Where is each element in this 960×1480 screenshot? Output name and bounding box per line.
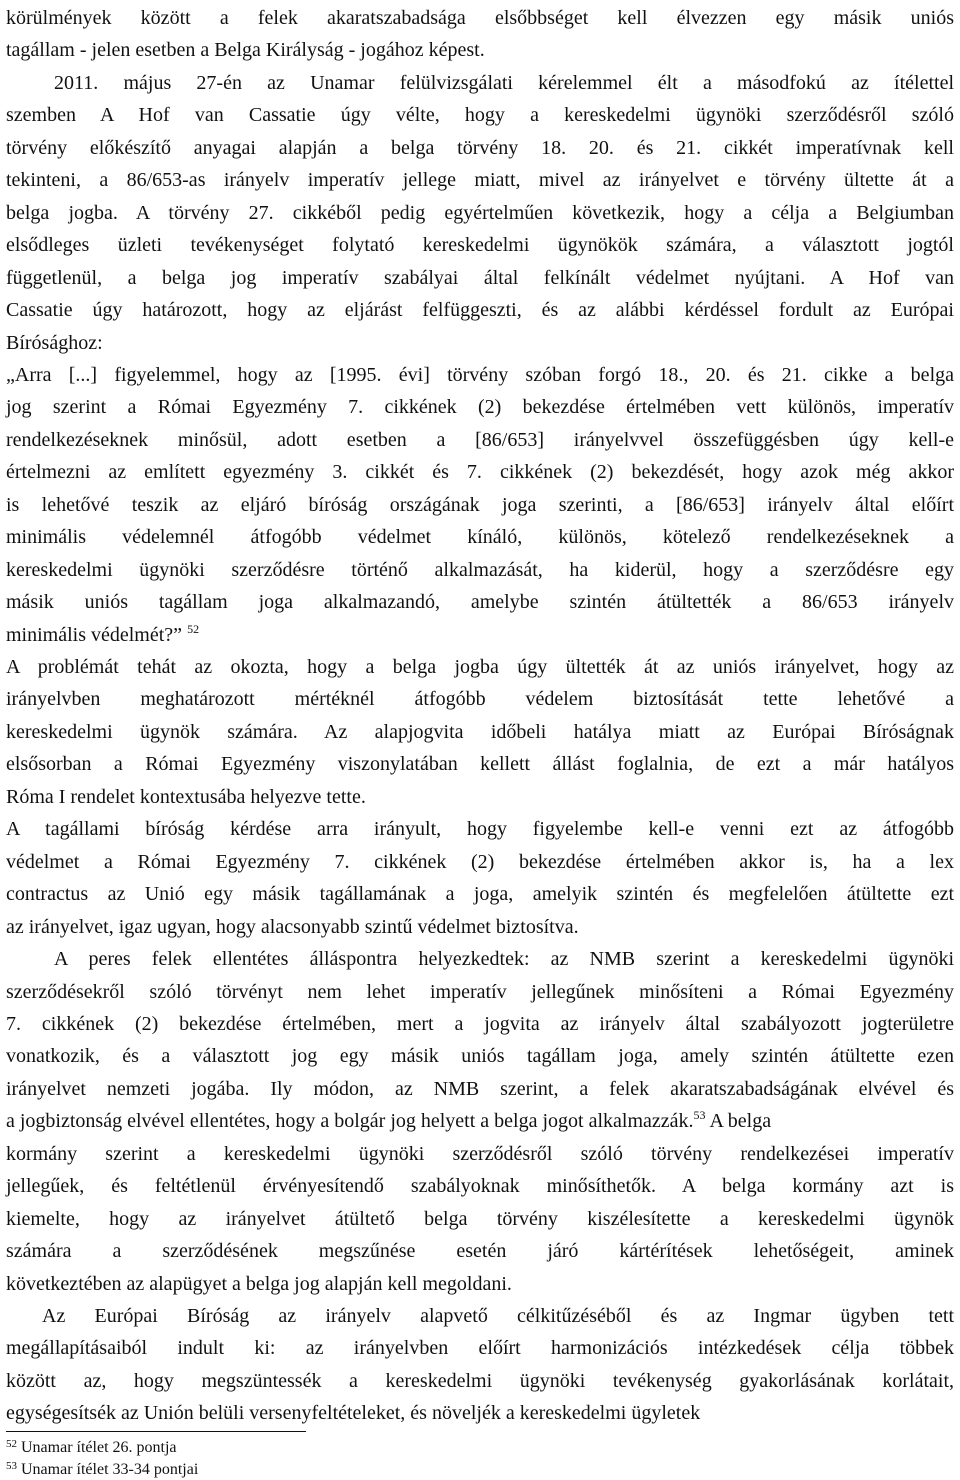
line-text: vonatkozik, és a választott jog egy másik uniós tagállam joga, amely szintén átültette ezen bbox=[6, 1045, 954, 1068]
line-text: minimális védelmét?” bbox=[6, 623, 183, 646]
line-text: következtében az alapügyet a belga jog alapján kell megoldani. bbox=[6, 1272, 512, 1295]
text-line bbox=[6, 618, 954, 652]
line-text: szerződésekről szóló törvényt nem lehet imperatív jellegűnek minősíteni a Római Egyezmény bbox=[6, 980, 954, 1003]
text-line bbox=[6, 715, 954, 749]
footnote-number: 53 bbox=[6, 1460, 17, 1472]
footnote-52 bbox=[6, 1438, 946, 1458]
line-text: irányelvet nemzeti jogába. Ily módon, az NMB szerint, a felek akaratszabadságának elvével és bbox=[6, 1077, 954, 1100]
line-text: értelmezni az említett egyezmény 3. cikkét és 7. cikkének (2) bekezdését, hogy azok még akkor bbox=[6, 461, 954, 484]
line-text: elsődleges üzleti tevékenységet folytató kereskedelmi ügynökök számára, a választott jogtól bbox=[6, 234, 954, 257]
text-line bbox=[6, 812, 954, 846]
line-text: 2011. május 27-én az Unamar felülvizsgálati kérelemmel élt a másodfokú az ítélettel bbox=[54, 71, 954, 94]
line-text: kereskedelmi ügynök számára. Az alapjogvita időbeli hatálya miatt az Európai Bíróságnak bbox=[6, 720, 954, 743]
footnote-53 bbox=[6, 1460, 946, 1478]
text-line bbox=[6, 390, 954, 424]
text-line bbox=[6, 1234, 954, 1268]
text-line bbox=[6, 845, 954, 879]
footnote-ref[interactable]: 52 bbox=[187, 621, 200, 636]
line-text: minimális védelemnél átfogóbb védelmet kínáló, különös, kötelező rendelkezéseknek a bbox=[6, 526, 954, 549]
text-line bbox=[6, 1267, 954, 1301]
line-text: törvény előkészítő anyagai alapján a belga törvény 18. 20. és 21. cikkét imperatívnak kell bbox=[6, 136, 954, 159]
line-text: Az Európai Bíróság az irányelv alapvető célkitűzéséből és az Ingmar ügyben tett bbox=[42, 1305, 954, 1327]
line-text: között az, hogy megszüntessék a kereskedelmi ügynöki tevékenység gyakorlásának korlátait, bbox=[6, 1369, 954, 1392]
line-text: irányelvben meghatározott mértéknél átfogóbb védelem biztosítását tette lehetővé a bbox=[6, 688, 954, 711]
text-line bbox=[6, 1396, 954, 1430]
text-line bbox=[6, 1169, 954, 1203]
text-line bbox=[6, 1, 954, 35]
line-text: Bírósághoz: bbox=[6, 331, 103, 354]
text-line bbox=[6, 1104, 954, 1138]
text-line bbox=[54, 942, 954, 976]
line-text: a jogbiztonság elvével ellentétes, hogy a bolgár jog helyett a belga jogot alkalmazzák. bbox=[6, 1110, 694, 1133]
line-text: szemben A Hof van Cassatie úgy vélte, hogy a kereskedelmi ügynöki szerződésről szóló bbox=[6, 104, 954, 127]
text-line bbox=[6, 455, 954, 489]
line-text: tekinteni, a 86/653-as irányelv imperatív jellege miatt, mivel az irányelvet e törvény ültette át a bbox=[6, 169, 954, 192]
line-text: tagállam - jelen esetben a Belga Királyság - jogához képest. bbox=[6, 39, 485, 62]
text-line bbox=[6, 780, 954, 814]
text-line bbox=[6, 520, 954, 554]
line-text: az irányelvet, igaz ugyan, hogy alacsonyabb szintű védelmet biztosítva. bbox=[6, 915, 579, 938]
footnote-separator bbox=[6, 1431, 306, 1432]
text-line bbox=[6, 326, 954, 360]
text-line bbox=[6, 293, 954, 327]
line-text: kereskedelmi ügynöki szerződésre történő alkalmazását, ha kiderül, hogy a szerződésre egy bbox=[6, 558, 954, 581]
line-text: contractus az Unió egy másik tagállamának a joga, amelyik szintén és megfelelően átültette ezt bbox=[6, 883, 954, 906]
text-line bbox=[6, 910, 954, 944]
text-line bbox=[6, 1202, 954, 1236]
line-text: kormány szerint a kereskedelmi ügynöki szerződésről szóló törvény rendelkezései imperatív bbox=[6, 1142, 954, 1165]
text-line bbox=[6, 98, 954, 132]
text-line bbox=[6, 747, 954, 781]
line-text: „Arra [...] figyelemmel, hogy az [1995. évi] törvény szóban forgó 18., 20. és 21. cikke a belga bbox=[6, 363, 954, 386]
line-text: számára a szerződésének megszűnése esetén járó kártérítések lehetőségeit, aminek bbox=[6, 1240, 954, 1263]
line-text: jog szerint a Római Egyezmény 7. cikkének (2) bekezdése értelmében vett különös, imperatív bbox=[6, 396, 954, 419]
line-text: Cassatie úgy határozott, hogy az eljárást felfüggeszti, és az alábbi kérdéssel fordult az Európai bbox=[6, 299, 954, 322]
line-text: függetlenül, a belga jog imperatív szabályai által felkínált védelmet nyújtani. A Hof van bbox=[6, 266, 954, 289]
line-text: megállapításaiból indult ki: az irányelvben előírt harmonizációs intézkedések célja többek bbox=[6, 1337, 954, 1360]
line-text: 7. cikkének (2) bekezdése értelmében, mert a jogvita az irányelv által szabályozott jogterületre bbox=[6, 1012, 954, 1035]
line-text: elsősorban a Római Egyezmény viszonylatában kellett állást foglalnia, de ezt a már hatályos bbox=[6, 753, 954, 776]
text-line bbox=[6, 1331, 954, 1365]
line-text: másik uniós tagállam joga alkalmazandó, amelybe szintén átültették a 86/653 irányelv bbox=[6, 591, 954, 614]
text-line bbox=[6, 650, 954, 684]
text-line bbox=[6, 358, 954, 392]
line-text: védelmet a Római Egyezmény 7. cikkének (2) bekezdése értelmében akkor is, ha a lex bbox=[6, 850, 954, 873]
text-line bbox=[6, 1137, 954, 1171]
text-line bbox=[6, 261, 954, 295]
line-text: kiemelte, hogy az irányelvet átültető belga törvény kiszélesítette a kereskedelmi ügynök bbox=[6, 1207, 954, 1230]
text-line bbox=[6, 423, 954, 457]
text-line bbox=[6, 488, 954, 522]
line-text: belga jogba. A törvény 27. cikkéből pedig egyértelműen következik, hogy a célja a Belgiumban bbox=[6, 201, 954, 224]
text-line bbox=[6, 228, 954, 262]
text-line bbox=[54, 66, 954, 100]
text-line bbox=[6, 585, 954, 619]
footnote-text: Unamar ítélet 26. pontja bbox=[21, 1439, 177, 1456]
line-text: rendelkezéseknek minősül, adott esetben a [86/653] irányelvvel összefüggésben úgy kell-e bbox=[6, 428, 954, 451]
footnote-ref[interactable]: 53 bbox=[693, 1108, 706, 1123]
text-line bbox=[6, 682, 954, 716]
text-line bbox=[42, 1299, 954, 1333]
text-line bbox=[6, 1007, 954, 1041]
line-text: is lehetővé teszik az eljáró bíróság országának joga szerinti, a [86/653] irányelv által előírt bbox=[6, 493, 954, 516]
line-text: egységesítsék az Unión belüli versenyfeltételeket, és növeljék a kereskedelmi ügyletek bbox=[6, 1402, 701, 1425]
footnote-number: 52 bbox=[6, 1438, 17, 1450]
line-text: A peres felek ellentétes álláspontra helyezkedtek: az NMB szerint a kereskedelmi ügynöki bbox=[54, 948, 954, 971]
text-line bbox=[6, 1072, 954, 1106]
text-line bbox=[6, 196, 954, 230]
text-line bbox=[6, 33, 954, 67]
text-line bbox=[6, 163, 954, 197]
text-line bbox=[6, 553, 954, 587]
line-text: A problémát tehát az okozta, hogy a belga jogba úgy ültették át az uniós irányelvet, hogy az bbox=[6, 656, 954, 678]
footnote-text: Unamar ítélet 33-34 pontjai bbox=[21, 1461, 199, 1478]
text-line bbox=[6, 1039, 954, 1073]
text-line bbox=[6, 877, 954, 911]
line-text: jellegűek, és feltétlenül érvényesítendő szabályoknak minősíthetők. A belga kormány azt is bbox=[6, 1175, 954, 1198]
line-text: Róma I rendelet kontextusába helyezve tette. bbox=[6, 785, 366, 808]
line-text: A tagállami bíróság kérdése arra irányult, hogy figyelembe kell-e venni ezt az átfogóbb bbox=[6, 818, 954, 841]
text-line bbox=[6, 131, 954, 165]
line-text: körülmények között a felek akaratszabadsága elsőbbséget kell élvezzen egy másik uniós bbox=[6, 7, 954, 29]
text-line bbox=[6, 1364, 954, 1398]
text-line bbox=[6, 975, 954, 1009]
line-text-tail: A belga bbox=[709, 1110, 772, 1133]
